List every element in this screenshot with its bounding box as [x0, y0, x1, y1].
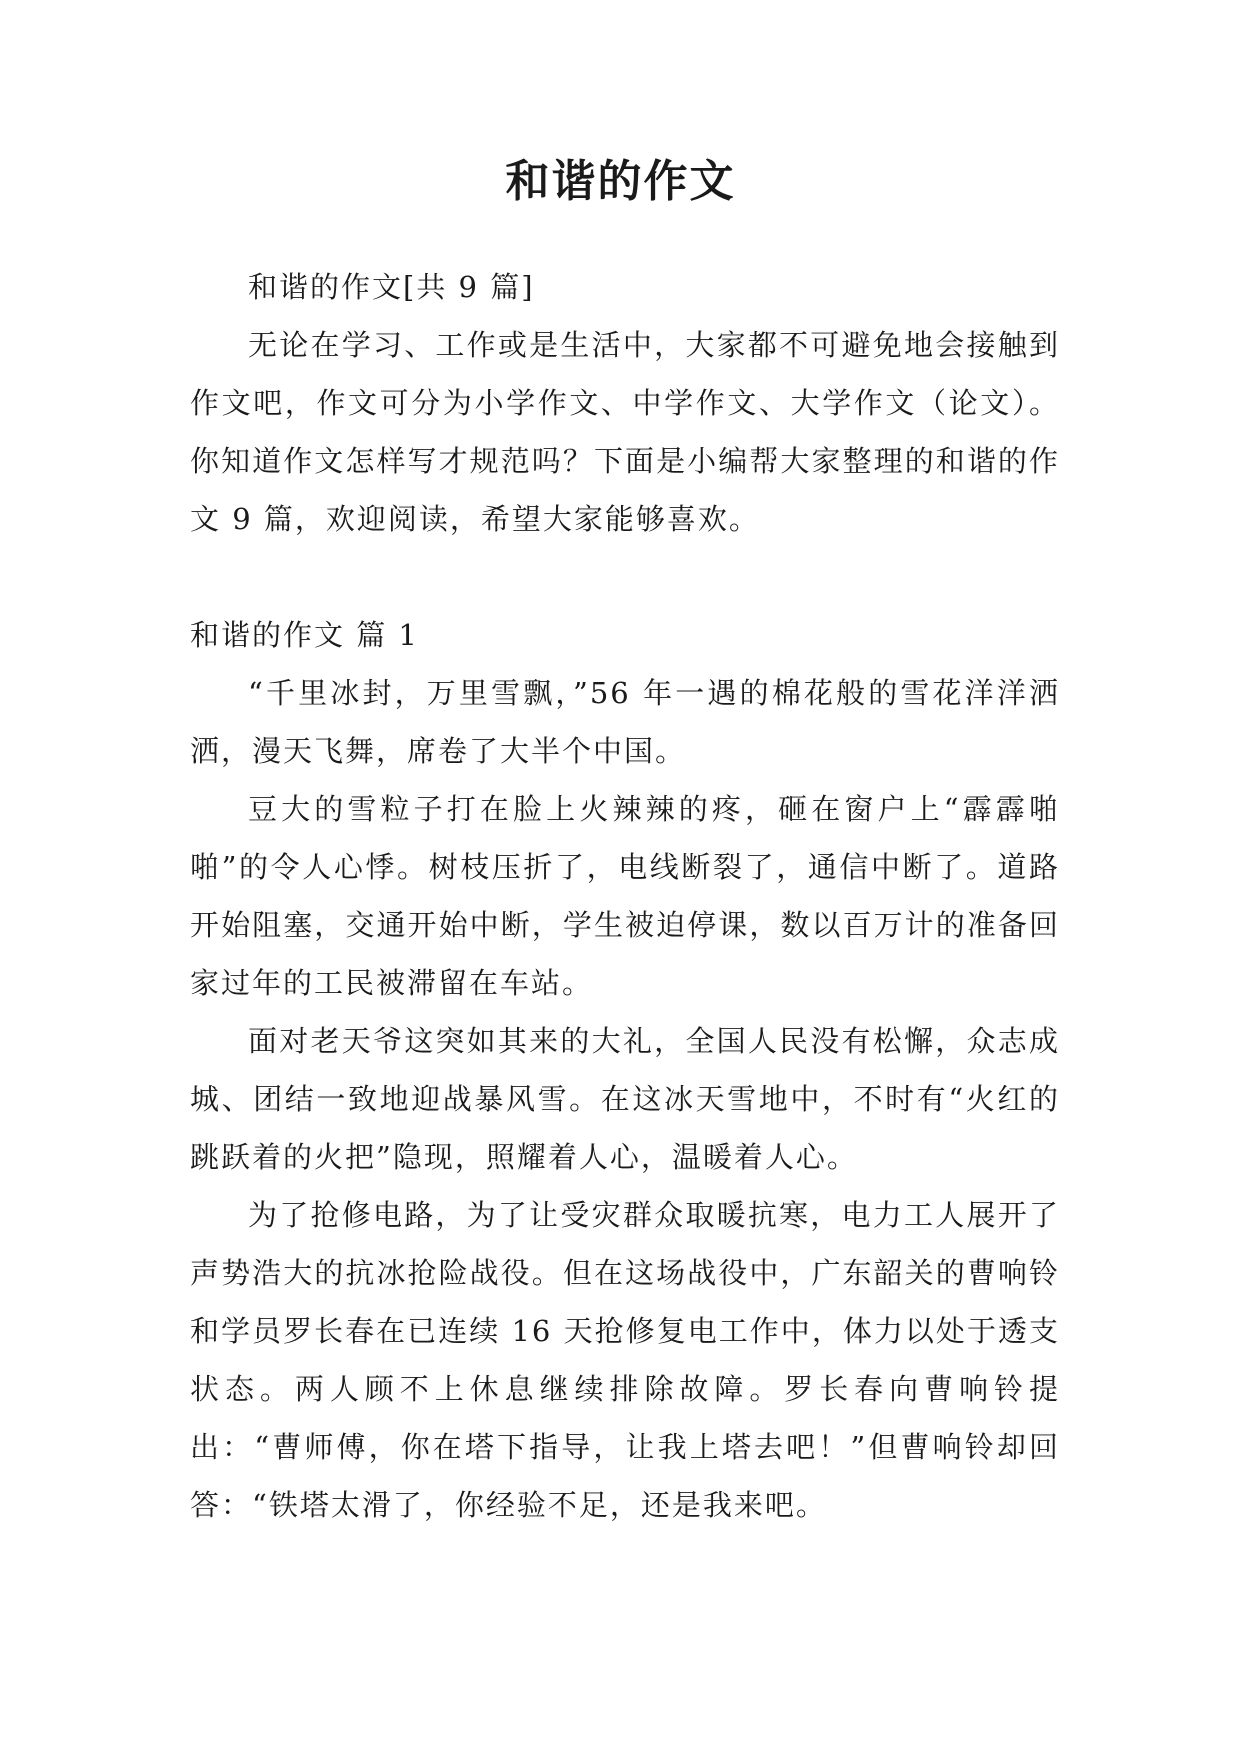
intro-line: （论文）。你知道作文怎样写才规范吗？下面是小编帮大家 [190, 386, 1060, 478]
paragraph-line: 豆大的雪粒子打在脸上火辣辣的疼，砸在窗户上“霹霹 [248, 792, 1029, 826]
body-paragraph [190, 664, 1060, 780]
paragraph-line: 志成城、团结一致地迎战暴风雪。在这冰天雪地中，不时有 [190, 1024, 1060, 1116]
paragraph-line: “火红的跳跃着的火把”隐现，照耀着人心，温暖着人心。 [190, 1082, 1060, 1174]
paragraph-line: 为了抢修电路，为了让受灾群众取暖抗寒，电力工人展 [248, 1198, 998, 1232]
paragraph-line: 力以处于透支状态。两人顾不上休息继续排除故障。罗长春 [190, 1314, 1060, 1406]
paragraph-line: 向曹响铃提出：“曹师傅，你在塔下指导，让我上塔去吧！” [190, 1372, 1060, 1464]
paragraph-line: 道路开始阻塞，交通开始中断，学生被迫停课，数以百万计 [190, 850, 1060, 942]
body-paragraph [190, 1012, 1060, 1186]
paragraph-line: 但曹响铃却回答：“铁塔太滑了，你经验不足，还是我来吧。 [190, 1430, 1060, 1522]
document-title: 和谐的作文 [505, 156, 736, 207]
paragraph-line: 洋洒洒，漫天飞舞，席卷了大半个中国。 [190, 676, 1060, 768]
intro-paragraph [190, 316, 1060, 548]
body-paragraph [190, 780, 1060, 1012]
intro-line: 整理的和谐的作文 9 篇，欢迎阅读，希望大家能够喜欢。 [190, 444, 1060, 536]
section-heading: 和谐的作文 篇 1 [190, 618, 419, 652]
paragraph-line: 面对老天爷这突如其来的大礼，全国人民没有松懈，众 [248, 1024, 998, 1058]
document-body [190, 258, 1060, 1534]
body-paragraph [190, 1186, 1060, 1534]
intro-line: 触到作文吧，作文可分为小学作文、中学作文、大学作文 [190, 328, 1060, 420]
paragraph-line: 的曹响铃和学员罗长春在已连续 16 天抢修复电工作中，体 [190, 1256, 1060, 1348]
intro-line: 无论在学习、工作或是生活中，大家都不可避免地会接 [248, 328, 998, 362]
paragraph-line: 啪啪”的令人心悸。树枝压折了，电线断裂了，通信中断了。 [190, 792, 1060, 884]
paragraph-line: 开了声势浩大的抗冰抢险战役。但在这场战役中，广东韶关 [190, 1198, 1060, 1290]
paragraph-line: 的准备回家过年的工民被滞留在车站。 [190, 908, 1060, 1000]
intro-subtitle: 和谐的作文[共 9 篇] [248, 270, 535, 304]
paragraph-line: “千里冰封，万里雪飘，”56 年一遇的棉花般的雪花洋 [248, 676, 997, 710]
